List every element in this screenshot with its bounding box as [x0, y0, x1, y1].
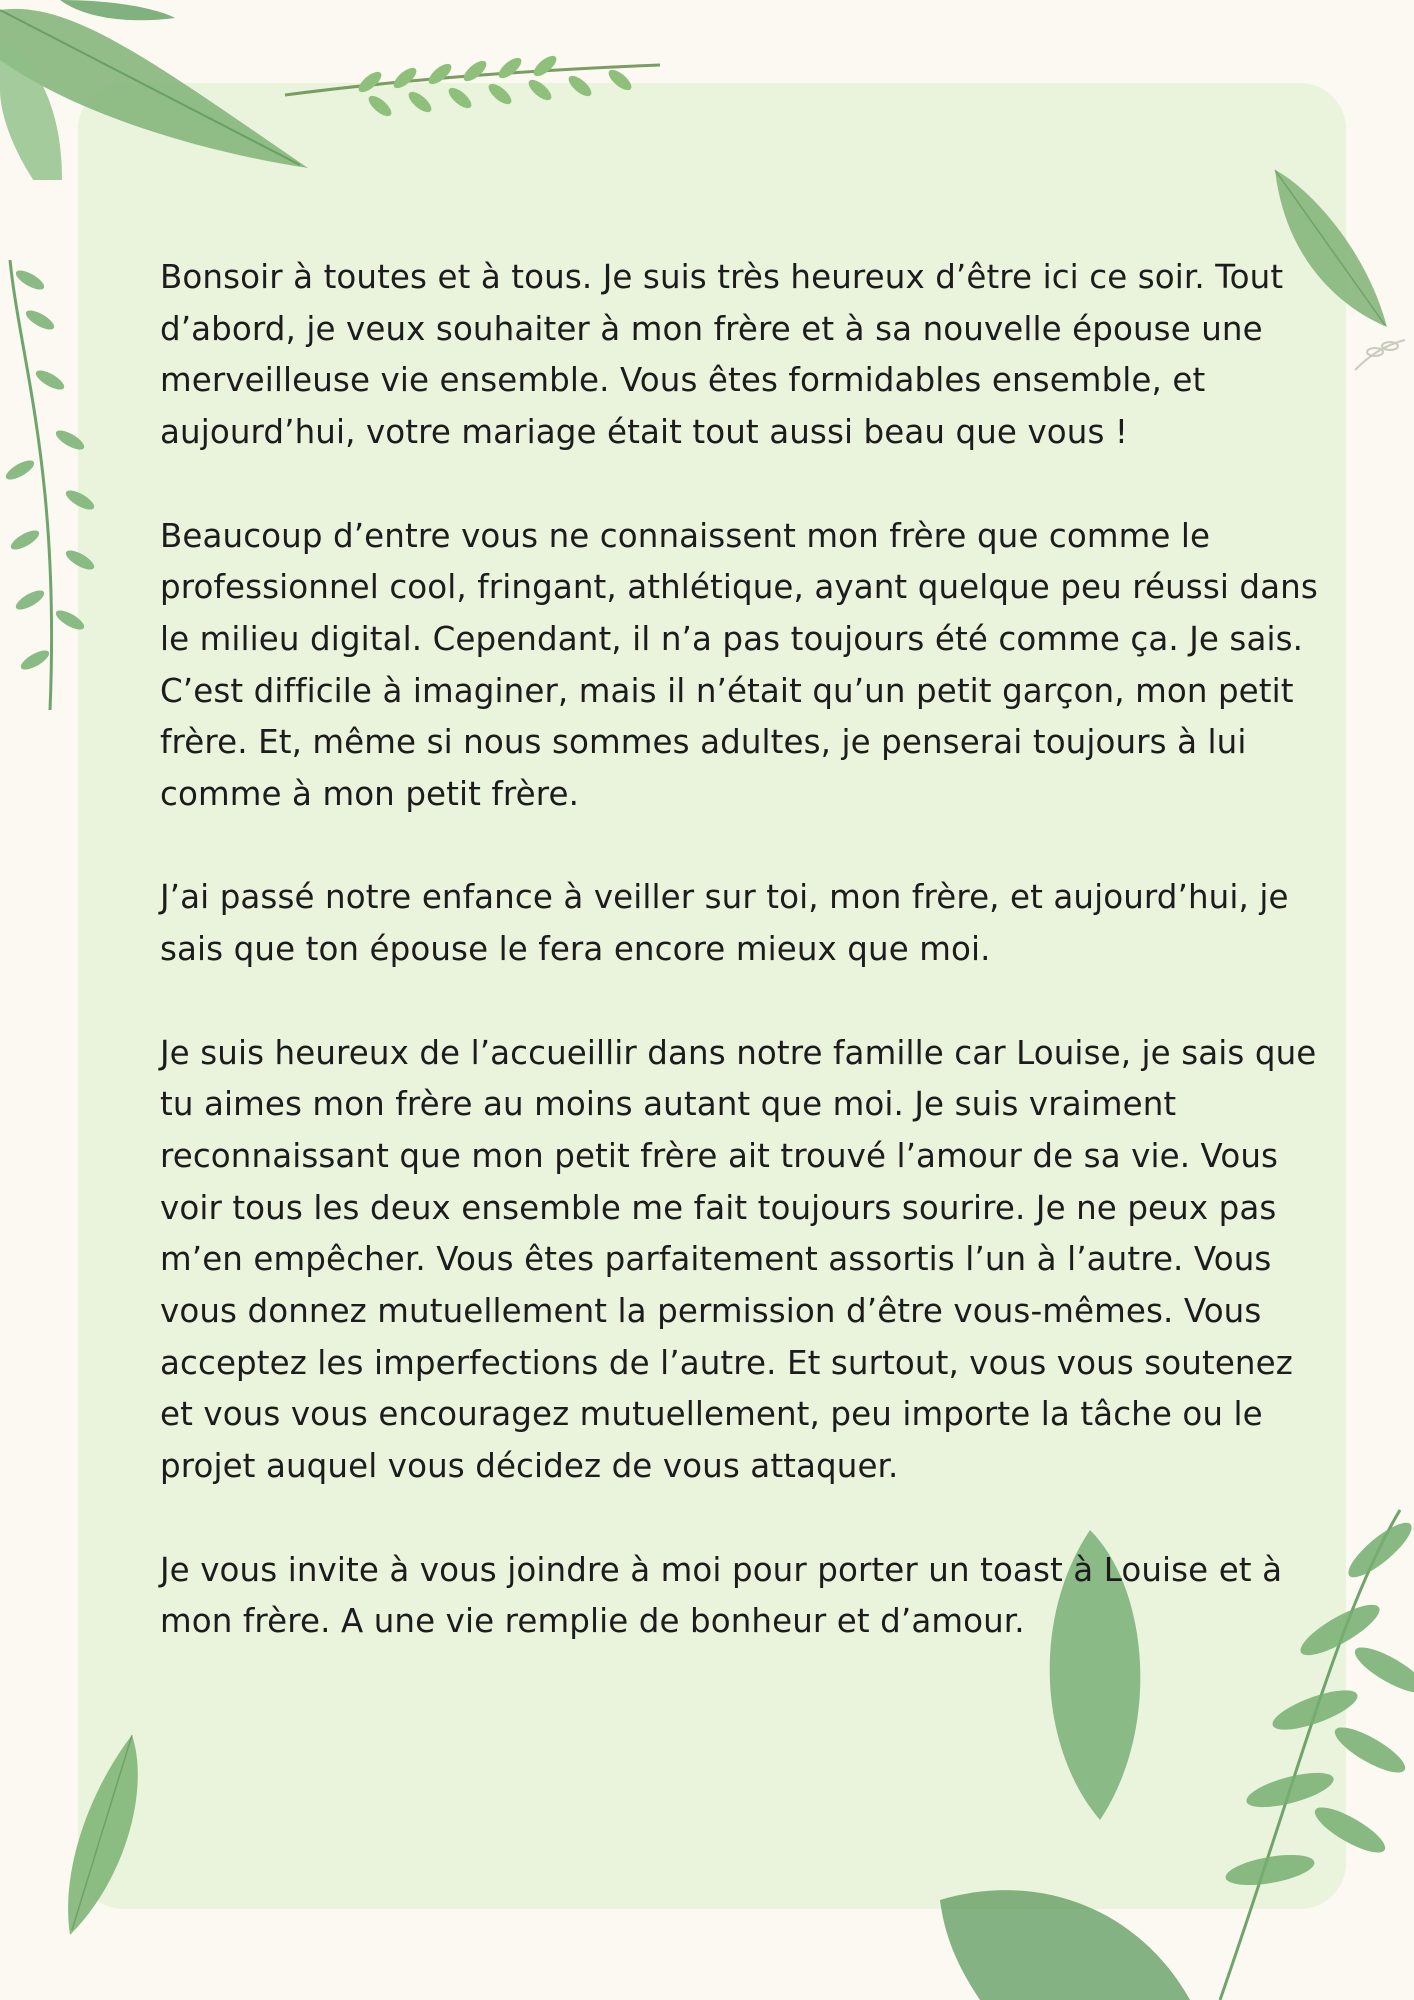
branch-top-icon: [280, 20, 670, 150]
speech-paragraph-3: J’ai passé notre enfance à veiller sur toi, mon frère, et aujourd’hui, je sais que ton épouse le fera encore mieux que moi.: [160, 878, 1289, 969]
speech-paragraph-4: Je suis heureux de l’accueillir dans notre famille car Louise, je sais que tu aimes mon frère au moins autant que moi. Je suis vraiment reconnaissant que mon petit frère ait trouvé l’amour de sa vie. Vous voir tous les deux ensemble me fait toujours sourire. Je ne peux pas m’en empêcher. Vous êtes parfaitement assortis l’un à l’autre. Vous vous donnez mutuellement la permission d’être vous-mêmes. Vous acceptez les imperfections de l’autre. Et surtout, vous vous soutenez et vous vous encouragez mutuellement, peu importe la tâche ou le projet auquel vous décidez de vous attaquer.: [160, 1033, 1317, 1486]
speech-paragraph-1: Bonsoir à toutes et à tous. Je suis très heureux d’être ici ce soir. Tout d’abord, je veux souhaiter à mon frère et à sa nouvelle épouse une merveilleuse vie ensemble. Vous êtes formidables ensemble, et aujourd’hui, votre mariage était tout aussi beau que vous !: [160, 258, 1284, 452]
fern-left-icon: [0, 240, 110, 720]
sprig-outline-icon: [1350, 320, 1410, 380]
speech-text: [160, 252, 1335, 1700]
leaf-bottom-left-icon: [50, 1730, 150, 1940]
speech-paragraph-2: Beaucoup d’entre vous ne connaissent mon frère que comme le professionnel cool, fringant, athlétique, ayant quelque peu réussi dans le milieu digital. Cependant, il n’a pas toujours été comme ça. Je sais. C’est difficile à imaginer, mais il n’était qu’un petit garçon, mon petit frère. Et, même si nous sommes adultes, je penserai toujours à lui comme à mon petit frère.: [160, 516, 1318, 814]
speech-paragraph-5: Je vous invite à vous joindre à moi pour porter un toast à Louise et à mon frère. A une vie remplie de bonheur et d’amour.: [160, 1550, 1283, 1641]
leaf-cluster-top-left-icon: [0, 0, 320, 180]
